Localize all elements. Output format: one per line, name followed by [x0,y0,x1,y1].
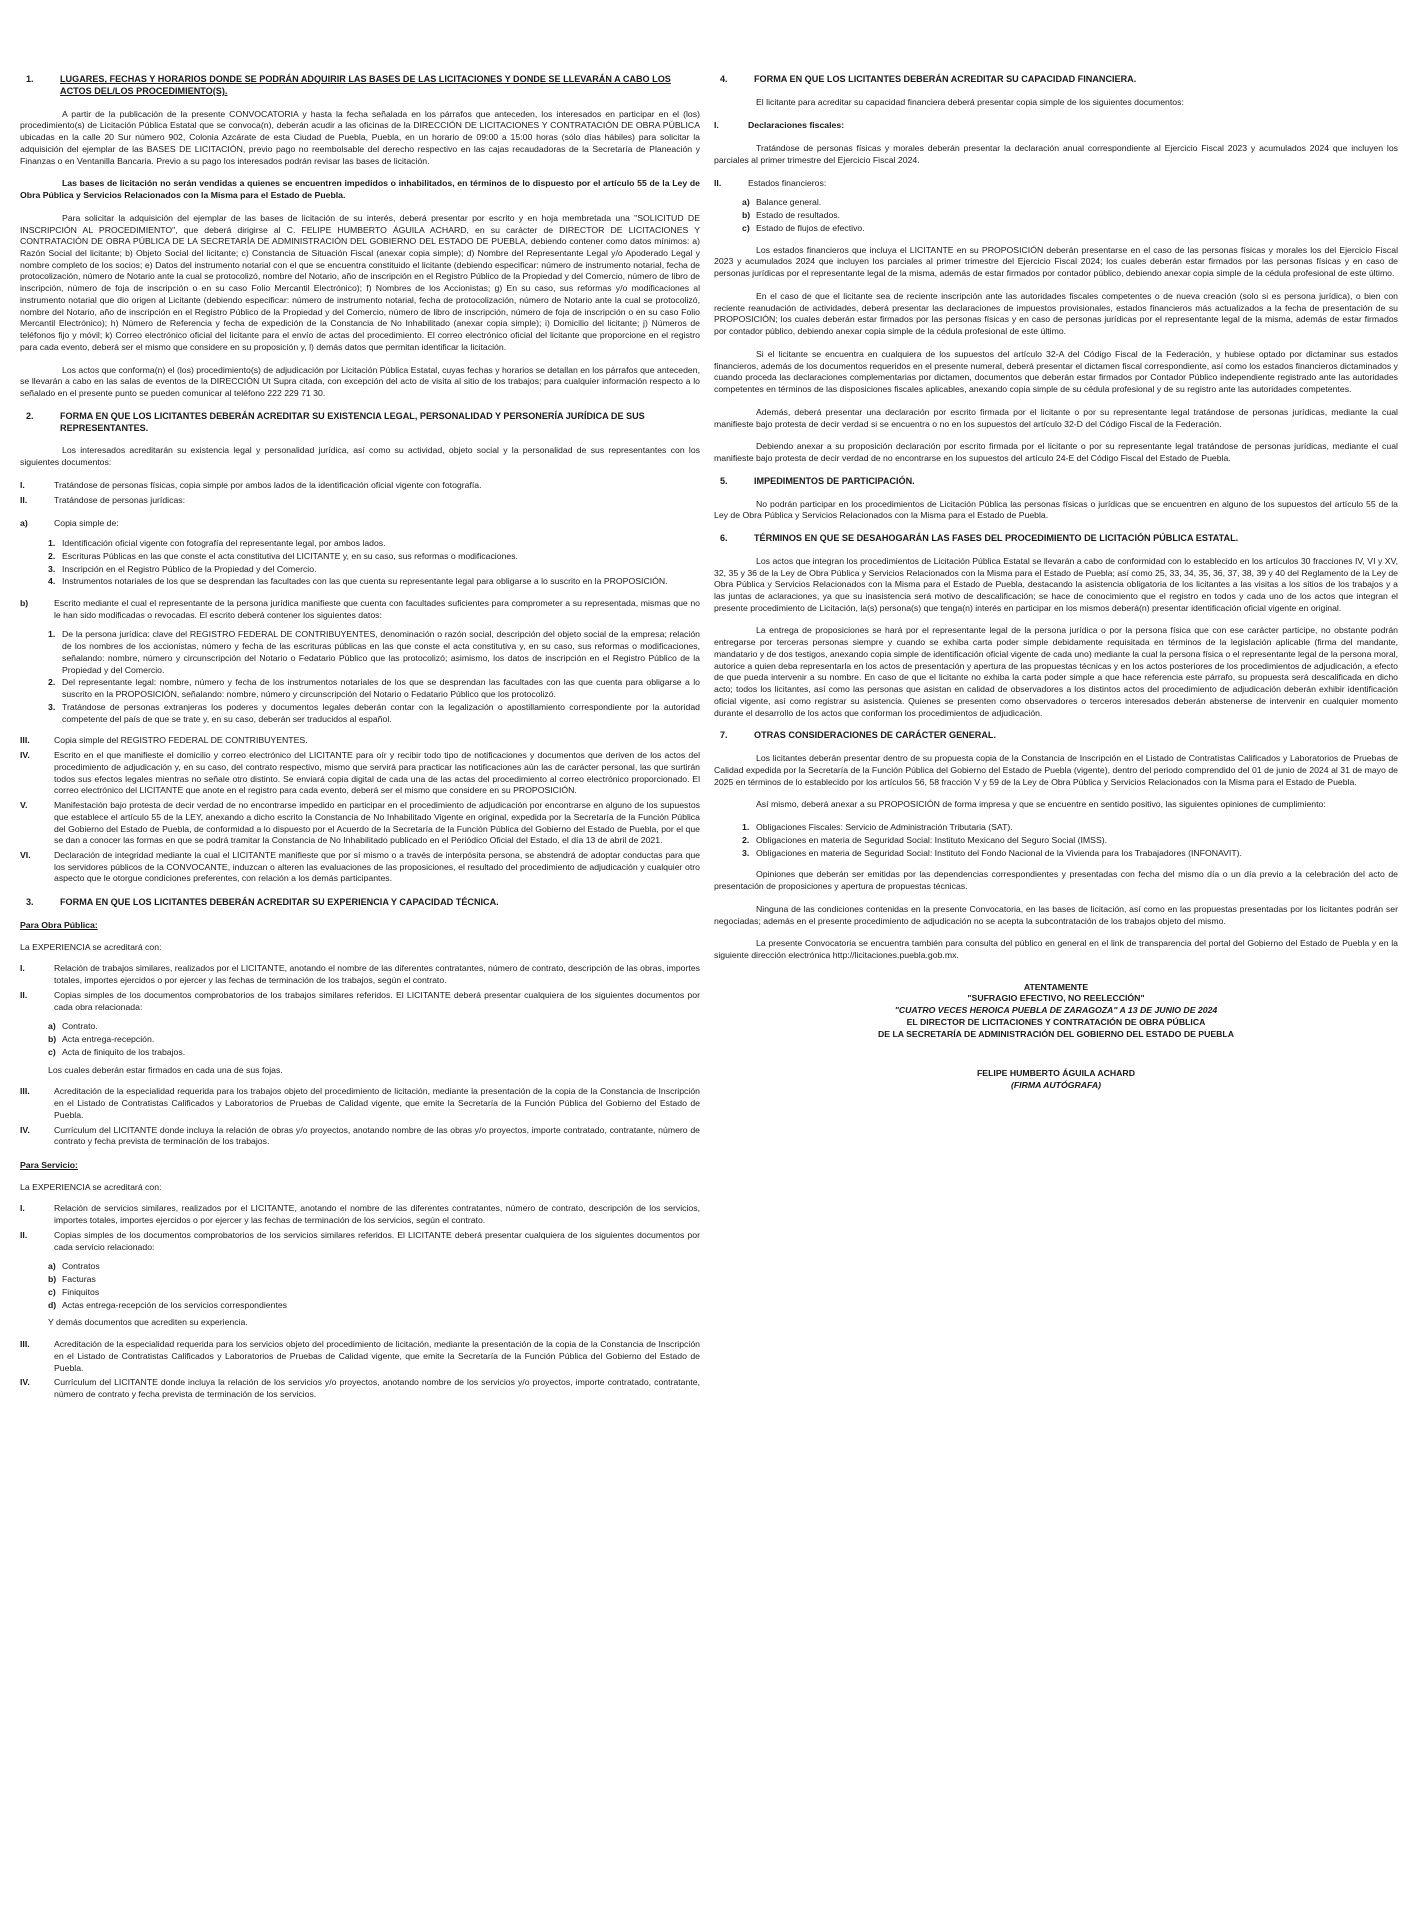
paragraph: La presente Convocatoria se encuentra también para consulta del público en general en el link de transparencia del portal del Gobierno del Estado de Puebla y en la siguiente dirección electrónica http://licitaciones.puebla.gob.mx. [714,938,1398,960]
sub-item [48,1261,700,1273]
list-marker: 1. [48,538,56,549]
list-text: Instrumentos notariales de los que se desprendan las facultades con las que cuenta su representante legal para obligarse a lo suscrito en la PROPOSICIÓN. [62,576,668,587]
list-item [20,850,700,885]
sign-line: "CUATRO VECES HEROICA PUEBLA DE ZARAGOZA" A 13 DE JUNIO DE 2024 [894,1005,1218,1016]
section-title: IMPEDIMENTOS DE PARTICIPACIÓN. [754,475,915,486]
list-text: Obligaciones en materia de Seguridad Social: Instituto Mexicano del Seguro Social (IMSS). [756,834,1108,845]
list-marker: 3. [48,701,56,712]
sign-line: "SUFRAGIO EFECTIVO, NO REELECCIÓN" [967,993,1145,1004]
list-marker: I. [20,479,25,490]
sub-item [742,835,1398,847]
list-text: Contratos [62,1261,100,1272]
list-text: Contrato. [62,1021,98,1032]
paragraph: Los interesados acreditarán su existencia legal y personalidad jurídica, así como su actividad, objeto social y la personalidad de sus representantes con los siguientes documentos: [20,445,700,468]
section-number: 4. [720,74,728,84]
signature-note: (FIRMA AUTÓGRAFA) [1010,1080,1102,1091]
list-text: Escrito en el que manifieste el domicilio y correo electrónico del LICITANTE para oír y recibir todo tipo de notificaciones y documentos que deriven de los actos del procedimiento de adjudicación y, en su caso, del contrato respectivo, mismo que servirá para practicar las notificaciones aún las de carácter personal, las que surtirán todos sus efectos legales mientras no señale otro distinto. Se enviará copia digital de cada una de las actas del procedimiento al correo electrónico proporcionado. El correo electrónico del LICITANTE que anote en el registro para cada evento, deberá ser el mismo que considere en su PROPOSICIÓN. [54,750,700,796]
list-marker: 1. [48,629,56,640]
section-number: 7. [720,730,728,741]
subheading-servicio: Para Servicio: [20,1160,78,1170]
list-text: Identificación oficial vigente con fotografía del representante legal, por ambos lados. [62,538,386,549]
list-marker: I. [20,963,25,974]
list-text: Del representante legal: nombre, número y fecha de los instrumentos notariales de los que se desprendan las facultades con las que cuenta para obligarse a lo suscrito en la PROPOSICIÓN, señalando: nombre, número y circunscripción del Notario o Fedatario Público que los protocolizó. [62,677,700,700]
list-marker: IV. [20,750,30,761]
list-marker: II. [714,177,722,188]
list-text: De la persona jurídica: clave del REGISTRO FEDERAL DE CONTRIBUYENTES, denominación o razón social, descripción del objeto social de la empresa; relación de los nombres de los accionistas, número y fecha de las escrituras públicas en las que conste el acta constitutiva y, en su caso, sus reformas o modificaciones, señalando: nombre, número y circunscripción del Notario o Fedatario Público que las protocolizó; asimismo, los datos de inscripción en el Registro Público de la Propiedad y del Comercio. [62,629,700,675]
paragraph: Los cuales deberán estar firmados en cada una de sus fojas. [48,1064,283,1075]
section-2-heading [20,411,700,435]
list-text: Estados financieros: [748,177,827,188]
paragraph: La entrega de proposiciones se hará por el representante legal de la persona jurídica o por la persona física que con ese carácter participe, no obstante podrán entregarse por terceras personas siempre y cuando se exhiba carta poder simple debidamente requisitada en términos de la legislación aplicable (firma del mandante, mandatario y de dos testigos, anexando copia simple de identificación oficial vigente de cada uno) mediante la cual la persona física o el representante legal de la persona moral, autorice a quien deba representarla en los actos de presentación y apertura de las propuestas técnicas y en los actos posteriores de los procedimientos de adjudicación, a efecto de que pueda intervenir a su nombre. En caso de que el licitante no exhiba la carta poder simple a que hace referencia este párrafo, su propuesta será descalificada en dicho acto; todos los licitantes, así como las personas que asistan en calidad de observadores a los distintos actos del procedimiento de adjudicación deberán exhibir identificación oficial vigente, así como registrar su asistencia. Quienes se presenten como observadores o terceros interesados deberán abstenerse de intervenir en cualquier momento durante el desarrollo de los actos que conforman los procedimientos de adjudicación. [714,625,1398,718]
paragraph: Los actos que conforma(n) el (los) procedimiento(s) de adjudicación por Licitación Pública Estatal, cuyas fechas y horarios se detallan en los párrafos que anteceden, se llevarán a cabo en las salas de eventos de la DIRECCIÓN Ut Supra citada, con excepción del acto de visita al sitio de los trabajos; para cualquier información respecto a lo señalado en el presente punto se pueden comunicar al teléfono 222 229 71 30. [20,364,700,399]
list-text: Copias simples de los documentos comprobatorios de los trabajos similares referidos. El LICITANTE deberá presentar cualquiera de los siguientes documentos por cada obra relacionada: [54,989,700,1012]
section-7-heading [714,730,1398,742]
list-marker: d) [48,1299,57,1310]
section-4-heading [714,74,1398,86]
section-number: 3. [26,897,34,908]
list-item [20,990,700,1013]
list-marker: I. [20,1203,25,1214]
list-text: Currículum del LICITANTE donde incluya la relación de los servicios y/o proyectos, anotando nombre de los servicios y/o proyectos, importe contratado, contratante, número de contrato y fecha prevista de terminación de los servicios. [54,1377,700,1400]
signer-name: FELIPE HUMBERTO ÁGUILA ACHARD [977,1068,1135,1079]
sub-item [48,551,700,563]
list-item [20,963,700,986]
list-marker: a) [742,197,750,208]
sub-item [48,564,700,576]
list-marker: I. [714,119,719,130]
section-number: 1. [26,74,34,84]
list-text: Estado de flujos de efectivo. [756,222,865,233]
section-number: 2. [26,410,34,421]
sub-item [48,702,700,725]
list-marker: V. [20,800,28,811]
sub-item [48,1287,700,1299]
list-text: Declaración de integridad mediante la cual el LICITANTE manifieste que por sí mismo o a través de interpósita persona, se abstendrá de adoptar conductas para que los servidores públicos de la CONVOCANTE, induzcan o alteren las evaluaciones de las proposiciones, el resultado del procedimiento de adjudicación y cualquier otro aspecto que le otorgue condiciones preferentes, con relación a los demás participantes. [54,849,700,884]
section-title: FORMA EN QUE LOS LICITANTES DEBERÁN ACREDITAR SU EXISTENCIA LEGAL, PERSONALIDAD Y PERSONERÍA JURÍDICA DE SUS REPRESENTANTES. [60,410,645,433]
list-marker: b) [20,598,29,609]
list-item [20,735,700,747]
list-text: Relación de servicios similares, realizados por el LICITANTE, anotando el nombre de las diferentes contratantes, número de contrato, descripción de los servicios, importes totales, importes ejercidos o por ejercer y las fechas de terminación de los servicios, según el contrato. [54,1203,700,1226]
list-marker: III. [20,1086,30,1097]
paragraph: El licitante para acreditar su capacidad financiera deberá presentar copia simple de los siguientes documentos: [756,96,1184,107]
list-text: Acta entrega-recepción. [62,1034,155,1045]
sub-item [48,1034,700,1046]
sign-line: ATENTAMENTE [1023,981,1089,992]
list-item [20,750,700,797]
list-text: Tratándose de personas jurídicas: [54,494,186,505]
list-marker: 3. [742,847,750,858]
sub-item [48,538,700,550]
section-title: TÉRMINOS EN QUE SE DESAHOGARÁN LAS FASES DEL PROCEDIMIENTO DE LICITACIÓN PÚBLICA ESTATAL. [754,532,1239,543]
list-marker: c) [742,222,750,233]
list-marker: 3. [48,563,56,574]
list-marker: II. [20,1229,28,1240]
list-item [20,1230,700,1253]
paragraph: Los estados financieros que incluya el LICITANTE en su PROPOSICIÓN deberán presentarse en el caso de las personas físicas y morales los del Ejercicio Fiscal 2023 y acumulados 2024 que incluyen los parciales al primer trimestre del Ejercicio Fiscal 2024; los cuales deberán estar firmados por las personas físicas y en caso de personas jurídicas por el representante legal de la misma, además de estar firmados por contador público, debiendo anexar copia simple de la cédula profesional de este último. [714,244,1398,279]
sub-item [48,576,700,588]
list-text: Obligaciones en materia de Seguridad Social: Instituto del Fondo Nacional de la Vivienda para los Trabajadores (INFONAVIT). [756,847,1242,858]
paragraph: Debiendo anexar a su proposición declaración por escrito firmada por el licitante o por su representante legal tratándose de personas jurídicas, mediante el cual manifieste bajo protesta de decir verdad de no encontrarse en los supuestos del artículo 24-E del Código Fiscal del Estado de Puebla. [714,441,1398,463]
list-text: Obligaciones Fiscales: Servicio de Administración Tributaria (SAT). [756,822,1013,833]
subheading-obra: Para Obra Pública: [20,919,98,930]
list-marker: c) [48,1046,56,1057]
paragraph: Los actos que integran los procedimientos de Licitación Pública Estatal se llevarán a cabo de conformidad con lo establecido en los artículos 30 fracciones IV, VI y XV, 32, 35 y 36 de la Ley de Obra Pública y Servicios Relacionados con la Misma para el Estado de Puebla; así como 25, 33, 34, 35, 36, 37, 38, 39 y 40 del Reglamento de la Ley de Obra Pública y Servicios Relacionados con la Misma para el Estado de Puebla, destacando la asistencia obligatoria de los licitantes a las visitas a los sitios de los trabajos y a las juntas de aclaraciones, ya que su inasistencia será motivo de descalificación; se hace de conocimiento que el registro en todos y cada uno de los actos que integran el presente procedimiento de Licitación, la(s) persona(s) que tenga(n) interés en participar en los mismos deberá(n) presentar identificación oficial vigente en original. [714,555,1398,613]
list-text: Manifestación bajo protesta de decir verdad de no encontrarse impedido en participar en el procedimiento de adjudicación por encontrarse en alguno de los supuestos que establece el artículo 55 de la LEY, anexando a dicho escrito la Constancia de No Inhabilitado Vigente en original, expedida por la Secretaría de la Función Pública del Gobierno del Estado de Puebla, de conformidad a lo dispuesto por el Acuerdo de la Secretaría de la Función Pública del Gobierno del Estado de Puebla, por el que se dan a conocer las formas en que se podrá tramitar la Constancia de No Inhabilitado publicado en el Periódico Oficial del Estado, el día 13 de abril de 2021. [54,800,700,846]
paragraph-bold: Las bases de licitación no serán vendidas a quienes se encuentren impedidos o inhabilitados, en términos de lo dispuesto por el artículo 55 de la Ley de Obra Pública y Servicios Relacionados con la Misma para el Estado de Puebla. [20,178,700,201]
section-5-heading [714,476,1398,488]
list-item [20,1203,700,1226]
section-3-heading [20,897,700,909]
list-marker: 2. [48,550,56,561]
list-marker: VI. [20,849,31,860]
sub-item [742,223,1398,235]
list-item [20,1339,700,1374]
sub-item [48,677,700,700]
list-item [20,1086,700,1121]
list-item [20,495,700,507]
list-text: Escrituras Públicas en las que conste el acta constitutiva del LICITANTE y, en su caso, sus reformas o modificaciones. [62,550,518,561]
list-item [20,480,700,492]
paragraph: Opiniones que deberán ser emitidas por las dependencias correspondientes y presentadas con fecha del mismo día o un día previo a la celebración del acto de presentación de proposiciones y apertura de propuestas técnicas. [714,869,1398,892]
section-number: 5. [720,475,728,486]
list-marker: IV. [20,1124,30,1135]
list-marker: 1. [742,822,750,833]
sub-item [48,1021,700,1033]
paragraph: Además, deberá presentar una declaración por escrito firmada por el licitante o por su representante legal tratándose de personas jurídicas, mediante la cual manifieste bajo protesta de decir verdad si se encuentra o no en los supuestos del artículo 32-D del Código Fiscal de la Federación. [714,406,1398,429]
list-text: Declaraciones fiscales: [748,119,845,130]
list-text: Acta de finiquito de los trabajos. [62,1046,186,1057]
list-item [20,518,700,530]
list-text: Acreditación de la especialidad requerida para los servicios objeto del procedimiento de licitación, mediante la presentación de la copia de la Constancia de Inscripción en el Listado de Contratistas Calificados y Laboratorios de Pruebas de Calidad vigente, que emite la Secretaría de la Función Pública del Gobierno del Estado de Puebla. [54,1339,700,1373]
signature-block [714,982,1398,1092]
list-marker: II. [20,989,28,1000]
section-title: FORMA EN QUE LOS LICITANTES DEBERÁN ACREDITAR SU EXPERIENCIA Y CAPACIDAD TÉCNICA. [60,897,499,908]
list-item [20,800,700,847]
section-title: OTRAS CONSIDERACIONES DE CARÁCTER GENERAL. [754,730,997,741]
sub-item [48,629,700,676]
section-number: 6. [720,532,728,543]
section-1-heading [20,74,700,98]
left-column [20,74,700,1404]
section-title: LUGARES, FECHAS Y HORARIOS DONDE SE PODRÁN ADQUIRIR LAS BASES DE LAS LICITACIONES Y DONDE SE LLEVARÁN A CABO LOS ACTOS DEL/LOS PROCEDIMIENTO(S). [60,74,671,96]
list-marker: III. [20,735,30,746]
list-text: Escrito mediante el cual el representante de la persona jurídica manifieste que cuenta con facultades suficientes para comprometer a su representada, mismas que no le han sido modificadas o revocadas. El escrito deberá contener los siguientes datos: [54,598,700,620]
sub-item [48,1047,700,1059]
list-item [714,120,1398,132]
paragraph: A partir de la publicación de la presente CONVOCATORIA y hasta la fecha señalada en los párrafos que anteceden, los interesados en participar en el (los) procedimiento(s) de Licitación Pública Estatal que se convoca(n), deberán acudir a las oficinas de la DIRECCIÓN DE LICITACIONES Y CONTRATACIÓN DE OBRA PÚBLICA ubicadas en la calle 20 Sur número 902, Colonia Azcárate de esta Ciudad de Puebla, Puebla, en un horario de 09:00 a 15:00 horas (sólo días hábiles) para solicitar la adquisición del ejemplar de las BASES DE LICITACIÓN, previo pago no reembolsable del derecho respectivo en las cajas recaudadoras de la Secretaría de Planeación y Finanzas o en Ventanilla Bancaria. Previo a su pago los interesados podrán revisar las bases de licitación. [20,108,700,166]
sub-item [742,210,1398,222]
list-marker: IV. [20,1377,30,1388]
sign-line: DE LA SECRETARÍA DE ADMINISTRACIÓN DEL GOBIERNO DEL ESTADO DE PUEBLA [877,1028,1235,1039]
list-text: Actas entrega-recepción de los servicios correspondientes [62,1299,288,1310]
list-marker: III. [20,1339,30,1350]
list-marker: 2. [48,677,56,688]
list-marker: b) [48,1034,57,1045]
paragraph: La EXPERIENCIA se acreditará con: [20,941,162,952]
list-marker: a) [20,518,28,529]
paragraph: Tratándose de personas físicas y morales deberán presentar la declaración anual correspondiente al Ejercicio Fiscal 2023 y acumulados 2024 que incluyen los parciales al primer trimestre del Ejercicio Fiscal 2024. [714,143,1398,166]
list-marker: c) [48,1286,56,1297]
list-item [714,178,1398,190]
sub-item [742,822,1398,834]
paragraph: Así mismo, deberá anexar a su PROPOSICIÓN de forma impresa y que se encuentre en sentido positivo, las siguientes opiniones de cumplimiento: [756,799,1326,810]
list-marker: a) [48,1261,56,1272]
paragraph: Ninguna de las condiciones contenidas en la presente Convocatoria, en las bases de licitación, así como en las propuestas presentadas por los licitantes podrán ser negociadas; además en el presente procedimiento de adjudicación no se acepta la subcontratación de los trabajos objeto del mismo. [714,903,1398,926]
list-marker: b) [742,210,751,221]
sign-line: EL DIRECTOR DE LICITACIONES Y CONTRATACIÓN DE OBRA PÚBLICA [906,1016,1206,1027]
sub-item [742,197,1398,209]
list-text: Copia simple del REGISTRO FEDERAL DE CONTRIBUYENTES. [54,735,308,746]
list-text: Inscripción en el Registro Público de la Propiedad y del Comercio. [62,563,317,574]
paragraph: En el caso de que el licitante sea de reciente inscripción ante las autoridades fiscales competentes o de nueva creación (solo si es persona jurídica), o bien con reciente reanudación de actividades, deberá presentar las declaraciones de impuestos provisionales, estados financieros más actualizados a la fecha de presentación de su PROPOSICIÓN; los cuales deberán estar firmados por las personas físicas y en caso de personas jurídicas por el representante legal de la misma, además de estar firmados por contador público, debiendo anexar copia simple de la cédula profesional de este último. [714,290,1398,337]
list-item [20,1377,700,1400]
list-item [20,1125,700,1148]
list-text: Copias simples de los documentos comprobatorios de los servicios similares referidos. El LICITANTE deberá presentar cualquiera de los siguientes documentos por cada servicio relacionado: [54,1229,700,1252]
list-text: Tratándose de personas extranjeras los poderes y documentos legales deberán contar con la legalización o apostillamiento correspondiente por la autoridad competente del país de que se trate y, en su caso, deberán ser traducidos al español. [62,701,700,724]
paragraph: Los licitantes deberán presentar dentro de su propuesta copia de la Constancia de Inscripción en el Listado de Contratistas Calificados y Laboratorios de Pruebas de Calidad expedida por la Secretaría de la Función Pública del Gobierno del Estado de Puebla (vigente), dentro del periodo comprendido del 01 de junio de 2024 al 31 de mayo de 2025 en términos de lo establecido por los artículos 56, 58 fracción V y 59 de la Ley de Obra Pública y Servicios Relacionados con la Misma para el Estado de Puebla. [714,753,1398,787]
list-text: Balance general. [756,197,822,208]
section-title: FORMA EN QUE LOS LICITANTES DEBERÁN ACREDITAR SU CAPACIDAD FINANCIERA. [754,74,1137,84]
paragraph: No podrán participar en los procedimientos de Licitación Pública las personas físicas o jurídicas que se encuentren en alguno de los supuestos del artículo 55 de la Ley de Obra Pública y Servicios Relacionados con la Misma para el Estado de Puebla. [714,498,1398,521]
paragraph: Si el licitante se encuentra en cualquiera de los supuestos del artículo 32-A del Código Fiscal de la Federación, y hubiese optado por dictaminar sus estados financieros, además de los documentos requeridos en el presente numeral, deberá presentar el dictamen fiscal correspondiente, así como los estados financieros dictaminados y cuando proceda las declaraciones complementarias por dictamen, documentos que deberán estar firmados por Contador Público independiente registrado ante las autoridades competentes en términos de las disposiciones fiscales aplicables, anexando copia simple de su cédula profesional y de su registro ante las autoridades competentes. [714,348,1398,395]
list-marker: a) [48,1021,56,1032]
list-item [20,598,700,621]
list-marker: II. [20,494,28,505]
paragraph: Para solicitar la adquisición del ejemplar de las bases de licitación de su interés, deberá presentar por escrito y en hoja membretada una "SOLICITUD DE INSCRIPCIÓN AL PROCEDIMIENTO", que deberá dirigirse al C. FELIPE HUMBERTO ÁGUILA ACHARD, en su carácter de DIRECTOR DE LICITACIONES Y CONTRATACIÓN DE OBRA PÚBLICA DE LA SECRETARÍA DE ADMINISTRACIÓN DEL GOBIERNO DEL ESTADO DE PUEBLA, debiendo contener como datos mínimos: a) Razón Social del licitante; b) Objeto Social del licitante; c) Constancia de Situación Fiscal (anexar copia simple); d) Nombre del Representante Legal y/o Apoderado Legal y nombre completo de los socios; e) Datos del instrumento notarial con el que se encuentra constituido el licitante (debiendo especificar: número de instrumento notarial, fecha de protocolización, número de Notario ante la cual se protocolizó, nombre del Notario, año de inscripción en el Registro Público de la Propiedad y del Comercio, número de libro de inscripción, número de foja de inscripción o en su caso Folio Mercantil Electrónico); f) Nombres de los Accionistas; g) En su caso, sus reformas y/o modificaciones al instrumento notarial que dio origen al Licitante (debiendo especificar: número de instrumento notarial, fecha de protocolización, número de Notario ante la cual se protocolizó, nombre del Notario, año de inscripción en el Registro Público de la Propiedad y del Comercio, número de libro de inscripción, número de foja de inscripción o en su caso Folio Mercantil Electrónico); h) Número de Referencia y fecha de expedición de la Constancia de No Inhabilitado (anexar copia simple); i) Domicilio del licitante; j) Números de teléfonos fijo y móvil; k) Correo electrónico oficial del licitante para el envío de actas del procedimiento. El correo electrónico oficial del licitante que proporcione en el registro para cada evento, deberá ser el mismo que considere en su proposición y, l) demás datos que permitan identificar la licitación. [20,212,700,352]
sub-item [48,1274,700,1286]
sub-item [48,1300,700,1312]
paragraph: Y demás documentos que acrediten su experiencia. [48,1317,248,1328]
list-text: Finiquitos [62,1286,100,1297]
paragraph: La EXPERIENCIA se acreditará con: [20,1181,162,1192]
sub-item [742,848,1398,860]
list-marker: 4. [48,576,56,587]
list-marker: 2. [742,834,750,845]
list-text: Facturas [62,1274,96,1285]
list-text: Tratándose de personas físicas, copia simple por ambos lados de la identificación oficial vigente con fotografía. [54,479,482,490]
list-marker: b) [48,1274,57,1285]
list-text: Currículum del LICITANTE donde incluya la relación de obras y/o proyectos, anotando nombre de las obras y/o proyectos, importe contratado, contratante, número de contrato y fecha prevista de terminación de los trabajos. [54,1124,700,1147]
section-6-heading [714,533,1398,545]
list-text: Estado de resultados. [756,210,841,221]
list-text: Copia simple de: [54,518,119,529]
list-text: Relación de trabajos similares, realizados por el LICITANTE, anotando el nombre de las diferentes contratantes, número de contrato, descripción de las obras, importes totales, importes ejercidos o por ejercer y las fechas de terminación de los trabajos, según el contrato. [54,963,700,986]
right-column [714,74,1398,1092]
list-text: Acreditación de la especialidad requerida para los trabajos objeto del procedimiento de licitación, mediante la presentación de la copia de la Constancia de Inscripción en el Listado de Contratistas Calificados y Laboratorios de Pruebas de Calidad vigente, que emite la Secretaría de la Función Pública del Gobierno del Estado de Puebla. [54,1086,700,1120]
